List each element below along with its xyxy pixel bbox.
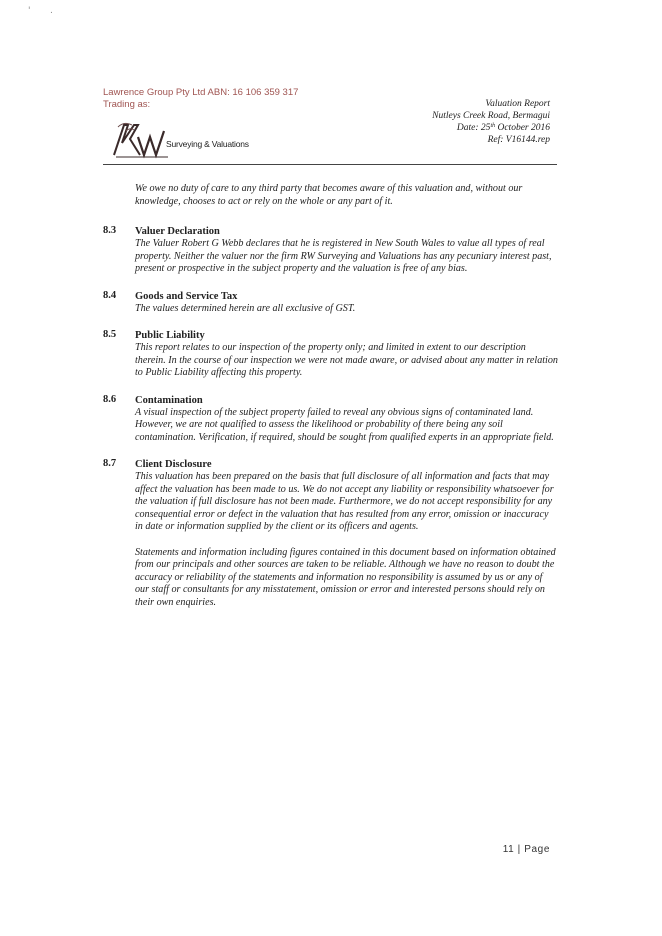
- report-ref: Ref: V16144.rep: [487, 135, 550, 145]
- section-heading: Valuer Declaration: [135, 226, 220, 237]
- section-number: 8.6: [103, 393, 117, 405]
- company-name: Lawrence Group Pty Ltd ABN: 16 106 359 317: [103, 87, 299, 98]
- trading-as: Trading as:: [103, 98, 151, 110]
- section-number: 8.3: [103, 225, 117, 236]
- document-body: [103, 183, 558, 623]
- report-address: Nutleys Creek Road, Bermagui: [432, 111, 550, 121]
- header-divider: [103, 164, 557, 165]
- section-text: This report relates to our inspection of the property only; and limited in extent to our description therein. In the course of our inspection we were not made aware, or advised about any matter in relation to Public Liability affecting this property.: [135, 342, 558, 378]
- section-8-5: [103, 329, 558, 380]
- section-number: 8.7: [103, 458, 117, 469]
- scan-mark: .: [50, 6, 53, 16]
- section-text: The Valuer Robert G Webb declares that he is registered in New South Wales to value all types of real property. Neither the valuer nor the firm RW Surveying and Valuations has any pecuniary interest past, present or prospective in the subject property and the valuation is free of any bias.: [135, 238, 552, 274]
- section-number: 8.5: [103, 329, 117, 340]
- company-logo: [108, 117, 298, 159]
- section-heading: Contamination: [135, 394, 203, 406]
- section-text: The values determined herein are all exclusive of GST.: [135, 302, 356, 314]
- section-text: This valuation has been prepared on the basis that full disclosure of all information and facts that may affect the valuation has been made to us. We do not accept any liability or responsibility whatsoever for the valuation if full disclosure has not been made. Furthermore, we do not accept responsibility for any consequential error or defect in the valuation that has resulted from any error, omission or inaccuracy in date or information supplied by the client or its officers and agents.: [135, 471, 554, 532]
- section-8-3: [103, 225, 558, 276]
- logo-text: Surveying & Valuations: [166, 139, 249, 149]
- page-number: 11 | Page: [502, 844, 550, 855]
- section-text: Statements and information including figures contained in this document based on information obtained from our principals and other sources are taken to be reliable. Although we have no reason to doubt the accuracy or reliability of the statements and information no responsibility is assumed by us or any of our staff or consultants for any misstatement, omission or error and interested persons should rely on their own enquiries.: [135, 546, 556, 608]
- section-8-6: [103, 394, 558, 445]
- scan-mark: ': [28, 6, 31, 16]
- section-heading: Client Disclosure: [135, 459, 212, 470]
- section-heading: Goods and Service Tax: [135, 290, 238, 302]
- company-info: [103, 87, 298, 110]
- report-title: Valuation Report: [485, 99, 550, 109]
- section-number: 8.4: [103, 289, 117, 301]
- rw-monogram-icon: [108, 117, 178, 159]
- section-8-4: [103, 290, 558, 316]
- intro-paragraph: We owe no duty of care to any third party that becomes aware of this valuation and, without our knowledge, chooses to act or rely on the whole or any part of it.: [135, 183, 523, 207]
- section-8-7: [103, 458, 558, 609]
- section-heading: Public Liability: [135, 330, 205, 341]
- report-date: Date: 25th October 2016: [456, 123, 550, 133]
- report-info: [432, 98, 550, 146]
- section-text: A visual inspection of the subject property failed to reveal any obvious signs of contaminated land. However, we are not qualified to assess the likelihood or probability of there being any soil contamination. Verification, if required, should be sought from qualified experts in an appropriate field.: [135, 406, 554, 443]
